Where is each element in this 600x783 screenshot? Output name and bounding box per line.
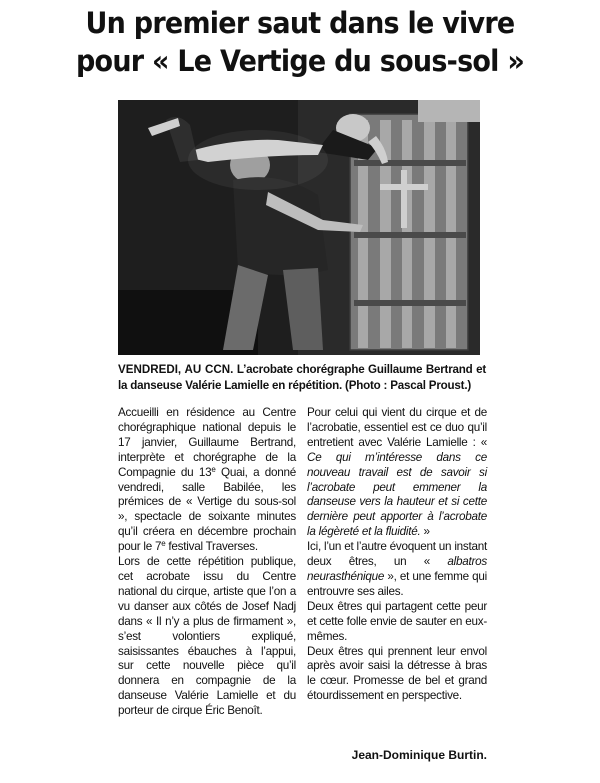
quote: albatros neurasthénique [307,555,487,583]
text-run: » [420,525,430,539]
paragraph: Lors de cette répétition publique, cet acrobate issu du Centre national du cirque, artiste que l’on a vu danser aux côtés de Josef Nadj dans « Il n’y a plus de firmament », s’est volontiers expliqué, saisissantes ébauches à l’appui, sur cette nouvelle pièce qu’il donnera en compagnie de la danseuse Valérie Lamielle et du porteur de cirque Éric Benoît. [118,555,296,718]
headline-line-2: pour « Le Vertige du sous-sol » [75,44,525,78]
headline-line-1: Un premier saut dans le vivre [85,6,515,40]
text-run: Pour celui qui vient du cirque et de l’acrobatie, essentiel est ce duo qu’il entretient avec Valérie Lamielle : « [307,406,487,449]
article-column-left [118,406,296,719]
paragraph [118,406,296,555]
quote: Ce qui m’intéresse dans ce nouveau travail est de savoir si l’acrobate peut emmener la danseuse vers la hauteur et si cette dernière peut apporter à l’acrobate la légèreté et la fluidité. [307,450,487,539]
superscript: e [161,539,166,549]
text-run: Quai, a donné vendredi, salle Babilée, les prémices de « Vertige du sous-sol », spectacle de soixante minutes qu’il créera en décembre prochain pour le 7 [118,465,296,554]
caption-lead: VENDREDI, AU CCN. [118,363,234,376]
text-run: Accueilli en résidence au Centre chorégraphique national depuis le 17 janvier, Guillaume Bertrand, interprète et chorégraphe de la Compagnie du 13 [118,406,296,479]
paragraph: Deux êtres qui prennent leur envol après avoir saisi la détresse à bras le cœur. Promesse de bel et grand étourdissement en perspective. [307,644,487,703]
text-run: festival Traverses. [165,540,258,554]
photo-caption [118,362,486,394]
text-run: Ici, l’un et l’autre évoquent un instant deux êtres, un « [307,540,487,569]
paragraph [307,406,487,540]
superscript: e [211,464,216,474]
headline [21,4,579,80]
rehearsal-photo [118,100,480,355]
text-run: », et une femme qui entrouvre ses ailes. [307,569,487,598]
paragraph [307,540,487,600]
caption-text: L’acrobate chorégraphe Guillaume Bertrand et la danseuse Valérie Lamielle en répétition. (Photo : Pascal Proust.) [118,363,486,392]
article-column-right [307,406,487,704]
paragraph: Deux êtres qui partagent cette peur et cette folle envie de sauter en eux-mêmes. [307,599,487,643]
author-signature: Jean-Dominique Burtin. [351,748,487,762]
